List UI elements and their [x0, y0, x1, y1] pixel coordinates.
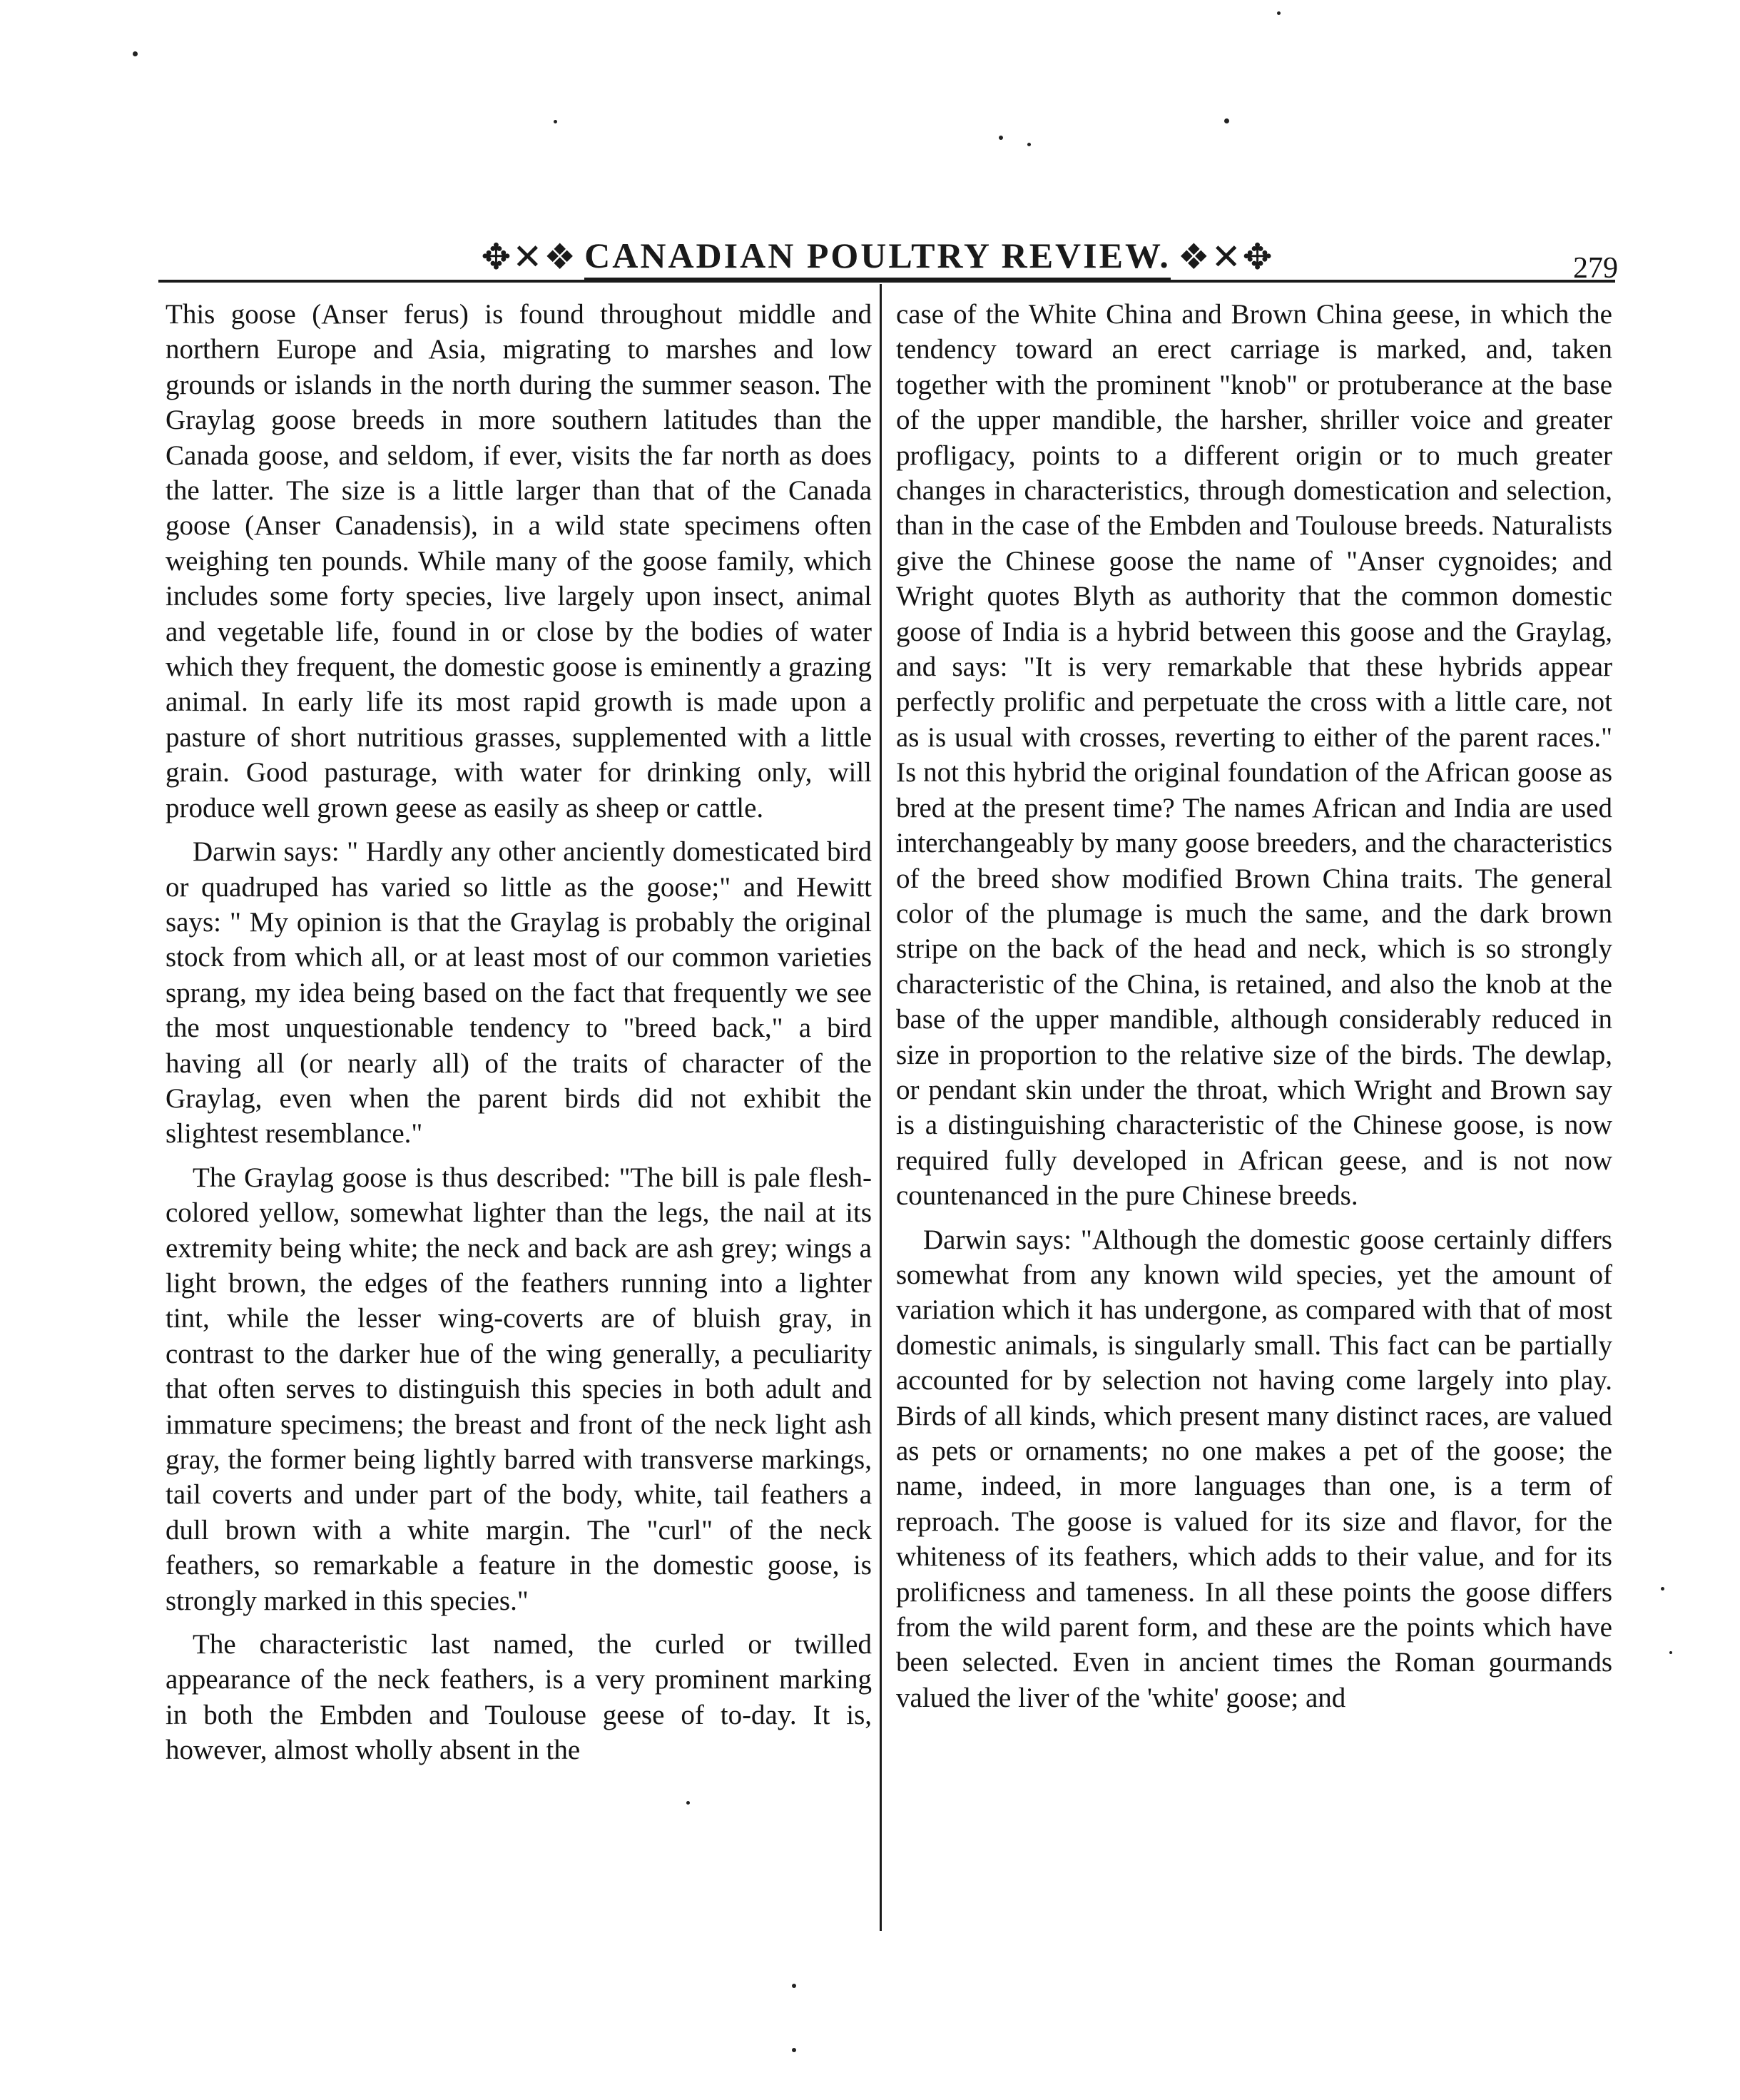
scan-speck: [1661, 1587, 1664, 1591]
paragraph: The characteristic last named, the curled or twilled appearance of the neck feathers, is a very prominent marking in both the Embden and Toulouse geese of to-day. It is, however, almost wholly absent in the: [166, 1629, 872, 1766]
page-number: 279: [1573, 252, 1618, 285]
left-column: [166, 297, 872, 1938]
ornament-left-icon: ✥✕❖: [481, 237, 578, 277]
scan-speck: [792, 2048, 796, 2052]
scan-speck: [1224, 118, 1229, 123]
scan-speck: [554, 120, 557, 123]
paragraph: This goose (Anser ferus) is found throughout middle and northern Europe and Asia, migrating to marshes and low grounds or islands in the north during the summer season. The Graylag goose breeds in more southern latitudes than the Canada goose, and seldom, if ever, visits the far north as does the latter. The size is a little larger than that of the Canada goose (Anser Canadensis), in a wild state specimens often weighing ten pounds. While many of the goose family, which includes some forty species, live largely upon insect, animal and vegetable life, found in or close by the bodies of water which they frequent, the domestic goose is eminently a grazing animal. In early life its most rapid growth is made upon a pasture of short nutritious grasses, supplemented with a little grain. Good pasturage, with water for drinking only, will produce well grown geese as easily as sheep or cattle.: [166, 299, 872, 823]
scan-speck: [792, 1984, 796, 1988]
paragraph: Darwin says: " Hardly any other anciently domesticated bird or quadruped has varied so little as the goose;" and Hewitt says: " My opinion is that the Graylag is probably the original stock from which all, or at least most of our common varieties sprang, my idea being based on the fact that frequently we see the most unquestionable tendency to "breed back," a bird having all (or nearly all) of the traits of character of the Graylag, even when the parent birds did not exhibit the slightest resemblance.": [166, 836, 872, 1150]
paragraph: Darwin says: "Although the domestic goose certainly differs somewhat from any known wild species, yet the amount of variation which it has undergone, as compared with that of most domestic animals, is singularly small. This fact can be partially accounted for by selection not having come largely into play. Birds of all kinds, which present many distinct races, are valued as pets or ornaments; no one makes a pet of the goose; the name, indeed, in more languages than one, is a term of reproach. The goose is valued for its size and flavor, for the whiteness of its feathers, which adds to their value, and for its prolificness and tameness. In all these points the goose differs from the wild parent form, and these are the points which have been selected. Even in ancient times the Roman gourmands valued the liver of the 'white' goose; and: [896, 1224, 1612, 1713]
scan-speck: [1669, 1651, 1672, 1654]
masthead: [481, 227, 1274, 287]
header-rule: [158, 280, 1615, 283]
masthead-title: CANADIAN POULTRY REVIEW.: [584, 235, 1171, 280]
scan-speck: [999, 136, 1003, 140]
column-divider: [880, 284, 882, 1931]
ornament-right-icon: ❖✕✥: [1177, 237, 1274, 277]
scan-speck: [133, 51, 138, 56]
scan-speck: [1277, 11, 1281, 15]
right-column: [896, 297, 1612, 1938]
paragraph: case of the White China and Brown China geese, in which the tendency toward an erect carriage is marked, and, taken together with the prominent "knob" or protuberance at the base of the upper mandible, the harsher, shriller voice and greater profligacy, points to a different origin or to much greater changes in characteristics, through domestication and selection, than in the case of the Embden and Toulouse breeds. Naturalists give the Chinese goose the name of "Anser cygnoides; and Wright quotes Blyth as authority that the common domestic goose of India is a hybrid between this goose and the Graylag, and says: "It is very remarkable that these hybrids appear perfectly prolific and perpetuate the cross with a little care, not as is usual with crosses, reverting to either of the parent races." Is not this hybrid the original foundation of the African goose as bred at the present time? The names African and India are used interchangeably by many goose breeders, and the characteristics of the breed show modified Brown China traits. The general color of the plumage is much the same, and the dark brown stripe on the back of the head and neck, which is so strongly characteristic of the China, is retained, and also the knob at the base of the upper mandible, although considerably reduced in size in proportion to the relative size of the birds. The dewlap, or pendant skin under the throat, which Wright and Brown say is a distinguishing characteristic of the Chinese goose, is now required fully developed in African geese, and is not now countenanced in the pure Chinese breeds.: [896, 299, 1612, 1212]
paragraph: The Graylag goose is thus described: "The bill is pale flesh-colored yellow, somewhat lighter than the legs, the nail at its extremity being white; the neck and back are ash grey; wings a light brown, the edges of the feathers running into a lighter tint, while the lesser wing-coverts are of bluish gray, in contrast to the darker hue of the wing generally, a peculiarity that often serves to distinguish this species in both adult and immature specimens; the breast and front of the neck light ash gray, the former being lightly barred with transverse markings, tail coverts and under part of the body, white, tail feathers a dull brown with a white margin. The "curl" of the neck feathers, so remarkable a feature in the domestic goose, is strongly marked in this species.": [166, 1162, 872, 1616]
scan-speck: [1027, 143, 1031, 146]
